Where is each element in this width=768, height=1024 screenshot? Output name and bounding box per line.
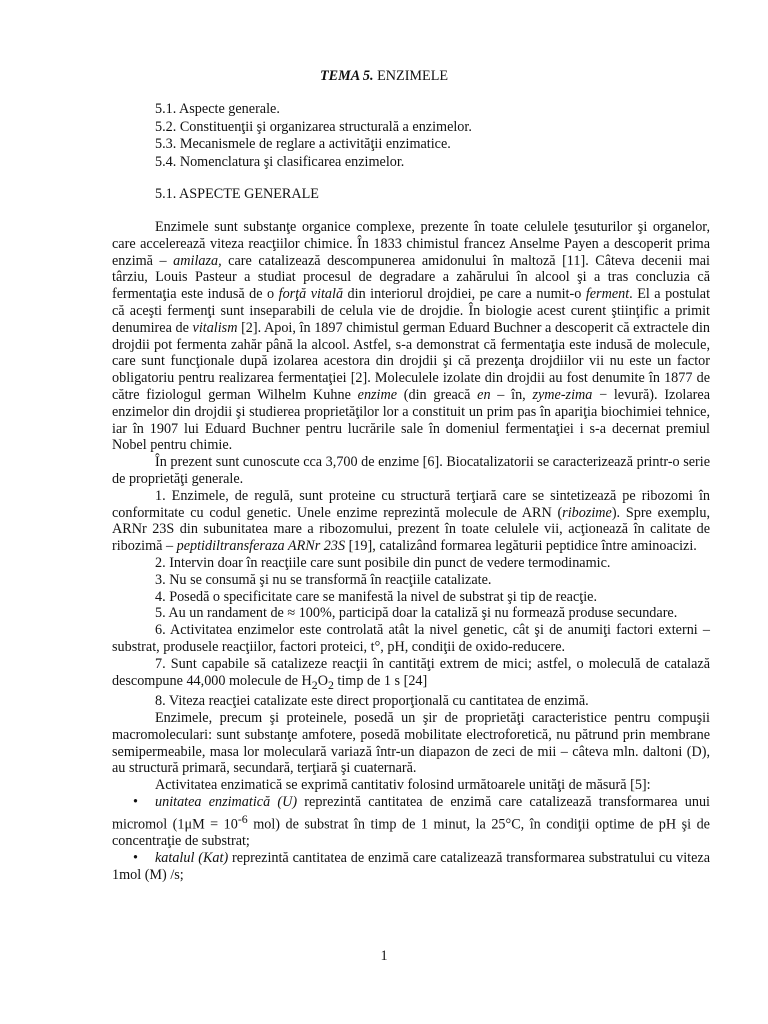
bullet-item-unit: • unitatea enzimatică (U) reprezintă cantitatea de enzimă care catalizează transformarea unui micromol ($1\mu M = 10^{-6}$ mol) de substrat în timp de 1 minut, la 25°C, în condiţii optime de pH şi de concentraţie de substrat; (112, 793, 710, 850)
page-number: 1 (380, 948, 388, 964)
property-item-1: 1. Enzimele, de regulă, sunt proteine cu structură terţiară care se sintetizează pe ribozomi în conformitate cu codul genetic. Unele enzime reprezintă molecule de ARN (ribozime). Spre exemplu, ARNr 23S din subunitatea mare a ribozomului, prezent în toate celulele vii, acţionează în calitate de ribozimă – peptidiltransferaza ARNr 23S [19], catalizând formarea legăturii peptidice între aminoacizi. (112, 487, 710, 555)
property-item-5: 5. Au un randament de ≈ 100%, participă doar la cataliză şi nu formează produse secundare. (155, 605, 678, 622)
title-topic-name: ENZIMELE (373, 68, 449, 84)
toc-item: 5.1. Aspecte generale. (155, 101, 280, 117)
bullet-icon: • (133, 793, 138, 810)
toc-item: 5.2. Constituenţii şi organizarea structurală a enzimelor. (155, 118, 472, 135)
paragraph-history: Enzimele sunt substanţe organice complexe, prezente în toate celulele ţesuturilor şi organelor, care accelerează viteza reacţiilor chimice. În 1833 chimistul francez Anselme Payen a descoperit prima enzimă – amilaza, care catalizează descompunerea amidonului în maltoză [11]. Câteva decenii mai târziu, Louis Pasteur a studiat procesul de degradare a zahărului în alcool şi a tras concluzia că fermentaţia este indusă de o forţă vitală din interiorul drojdiei, pe care a numit-o ferment. El a postulat că aceşti fermenţi sunt inseparabili de celula vie de drojdie. În biologie acest curent ştiinţific a primit denumirea de vitalism [2]. Apoi, în 1897 chimistul german Eduard Buchner a descoperit că extractele din drojdii pot fermenta zahăr până la alcool. Astfel, s-a demonstrat că fermentaţia este indusă de molecule, care sunt funcţionale după izolarea acestora din drojdii şi că prezenţa drojdiilor vii nu este un factor obligatoriu pentru realizarea fermentaţiei [2]. Moleculele izolate din drojdii au fost denumite în 1877 de către fiziologul german Wilhelm Kuhne enzime (din greacă en – în, zyme-zima − levură). Izolarea enzimelor din drojdii şi studierea proprietăţilor lor a constituit un prim pas în apariţia biochimiei tehnice, iar în 1907 lui Eduard Buchner pentru lucrările sale în domeniul fermentaţiei i s-a decernat premiul Nobel pentru chimie. (112, 219, 711, 454)
property-item-2: 2. Intervin doar în reacţiile care sunt posibile din punct de vedere termodinamic. (155, 554, 611, 571)
bullet-icon: • (133, 850, 138, 867)
document-title (0, 68, 768, 85)
property-item-4: 4. Posedă o specificitate care se manifestă la nivel de substrat şi tip de reacţie. (155, 588, 598, 605)
bullet-item-katal: • katalul (Kat) reprezintă cantitatea de enzimă care catalizează transformarea substratului cu viteza 1mol (M) /s; (112, 850, 710, 883)
paragraph-properties-intro: În prezent sunt cunoscute cca 3,700 de enzime [6]. Biocatalizatorii se caracterizează printr-o serie de proprietăţi generale. (112, 454, 710, 487)
title-topic-number: TEMA 5. (319, 68, 374, 84)
table-of-contents (155, 101, 472, 171)
toc-item: 5.4. Nomenclatura şi clasificarea enzimelor. (155, 153, 405, 170)
paragraph-units-intro: Activitatea enzimatică se exprimă cantitativ folosind următoarele unităţi de măsură [5]: (155, 777, 651, 794)
section-heading: 5.1. ASPECTE GENERALE (155, 186, 319, 202)
toc-item: 5.3. Mecanismele de reglare a activităţii enzimatice. (155, 136, 451, 152)
property-item-6: 6. Activitatea enzimelor este controlată atât la nivel genetic, cât şi de anumiţi factori externi – substrat, produsele reacţiilor, factori proteici, t°, pH, condiţii de oxido-reducere. (112, 622, 710, 655)
property-item-3: 3. Nu se consumă şi nu se transformă în reacţiile catalizate. (155, 571, 492, 588)
document-body (112, 219, 710, 884)
paragraph-macromolecular: Enzimele, precum şi proteinele, posedă un şir de proprietăţi caracteristice pentru compuşii macromoleculari: sunt substanţe amfotere, posedă mobilitate electroforetică, nu pătrund prin membrane semipermeabile, masa lor moleculară variază într-un diapazon de zeci de mii – câteva mln. daltoni (D), au structură primară, secundară, terţiară şi cuaternară. (112, 709, 710, 777)
property-item-7: 7. Sunt capabile să catalizeze reacţii în cantităţi extrem de mici; astfel, o moleculă de catalază descompune 44,000 molecule de $H_2O_2$ timp de 1 s [24] (112, 655, 710, 692)
property-item-8: 8. Viteza reacţiei catalizate este direct proporţională cu cantitatea de enzimă. (155, 693, 589, 710)
